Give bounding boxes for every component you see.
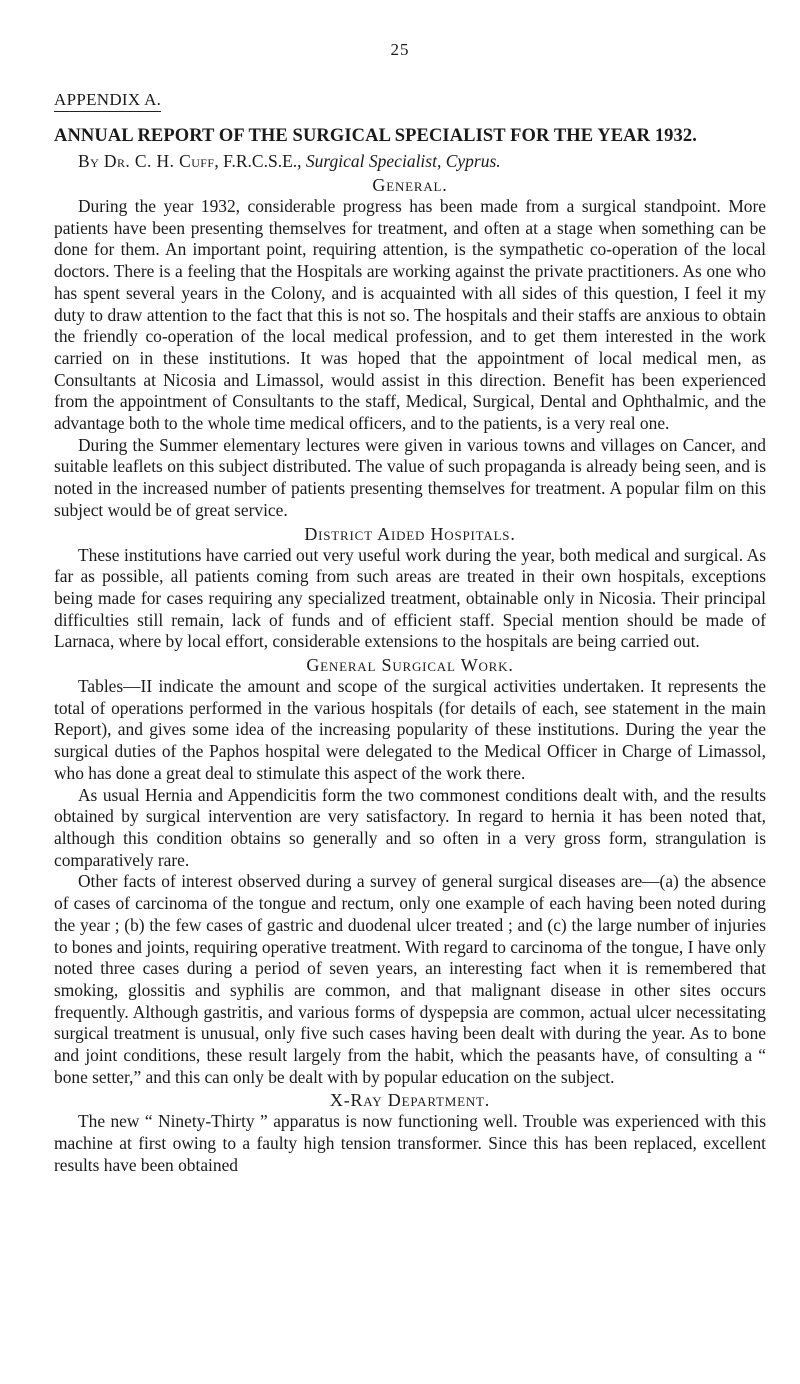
report-title: ANNUAL REPORT OF THE SURGICAL SPECIALIST FOR THE YEAR 1932.: [54, 126, 697, 146]
paragraph: Tables—II indicate the amount and scope of the surgical activities undertaken. It represents the total of operations performed in the various hospitals (for details of each, see statement in the main Report), and gives some idea of the increasing popularity of these institutions. During the year the surgical duties of the Paphos hospital were delegated to the Medical Officer in Charge of Limassol, who has done a great deal to stimulate this aspect of the work there.: [54, 676, 766, 783]
section-heading-district-aided-hospitals: District Aided Hospitals.: [304, 523, 516, 544]
section-heading-general-surgical-work: General Surgical Work.: [306, 655, 514, 676]
section-general-surgical-work: [54, 654, 766, 1088]
document-page: [54, 40, 766, 1177]
byline-credentials: , F.R.C.S.E.,: [214, 151, 306, 171]
byline: [54, 150, 766, 173]
section-district-aided-hospitals: [54, 523, 766, 654]
paragraph: During the year 1932, considerable progress has been made from a surgical standpoint. More patients have been presenting themselves for treatment, and often at a stage when something can be done for them. An important point, requiring attention, is the sympathetic co-operation of the local doctors. There is a feeling that the Hospitals are working against the private practitioners. As one who has spent several years in the Colony, and is acquainted with all sides of this question, I feel it my duty to draw attention to the fact that this is not so. The hospitals and their staffs are anxious to obtain the friendly co-operation of the local medical profession, and to get them interested in the work carried on in these institutions. It was hoped that the appointment of local medical men, as Consultants at Nicosia and Limassol, would assist in this direction. Benefit has been experienced from the appointment of Consultants to the staff, Medical, Surgical, Dental and Ophthalmic, and the advantage both to the whole time medical officers, and to the patients, is a very real one.: [54, 196, 766, 434]
section-general: [54, 174, 766, 522]
byline-role: Surgical Specialist, Cyprus.: [305, 151, 501, 171]
section-x-ray-department: [54, 1089, 766, 1176]
paragraph: During the Summer elementary lectures were given in various towns and villages on Cancer, and suitable leaflets on this subject distributed. The value of such propaganda is already being seen, and is noted in the increased number of patients presenting themselves for treatment. A popular film on this subject would be of great service.: [54, 434, 766, 520]
paragraph: Other facts of interest observed during a survey of general surgical diseases are—(a) the absence of cases of carcinoma of the tongue and rectum, only one example of each having been noted during the year ; (b) the few cases of gastric and duodenal ulcer treated ; and (c) the large number of injuries to bones and joints, requiring operative treatment. With regard to carcinoma of the tongue, I have only noted three cases during a period of seven years, an interesting fact when it is remembered that smoking, glossitis and syphilis are common, and that malignant disease in other sites occurs frequently. Although gastritis, and various forms of dyspepsia are common, actual ulcer necessitating surgical treatment is unusual, only five such cases having been dealt with during the year. As to bone and joint conditions, these result largely from the habit, which the peasants have, of consulting a “ bone setter,” and this can only be dealt with by popular education on the subject.: [54, 871, 766, 1087]
paragraph: These institutions have carried out very useful work during the year, both medical and surgical. As far as possible, all patients coming from such areas are treated in their own hospitals, exceptions being made for cases requiring any specialized treatment, obtainable only in Nicosia. Their principal difficulties still remain, lack of funds and of efficient staff. Special mention should be made of Larnaca, where by local effort, considerable extensions to the hospitals are being carried out.: [54, 544, 766, 652]
page-number: 25: [390, 40, 410, 59]
paragraph: The new “ Ninety-Thirty ” apparatus is now functioning well. Trouble was experienced with this machine at first owing to a faulty high tension transformer. Since this has been replaced, excellent results have been obtained: [54, 1111, 766, 1175]
paragraph: As usual Hernia and Appendicitis form the two commonest conditions dealt with, and the results obtained by surgical intervention are very satisfactory. In regard to hernia it has been noted that, although this condition obtains so generally and so often in a very gross form, strangulation is comparatively rare.: [54, 784, 766, 870]
byline-author: By Dr. C. H. Cuff: [78, 151, 215, 171]
appendix-label: APPENDIX A.: [54, 90, 161, 112]
section-heading-x-ray-department: X-Ray Department.: [329, 1090, 491, 1111]
section-heading-general: General.: [372, 175, 448, 195]
